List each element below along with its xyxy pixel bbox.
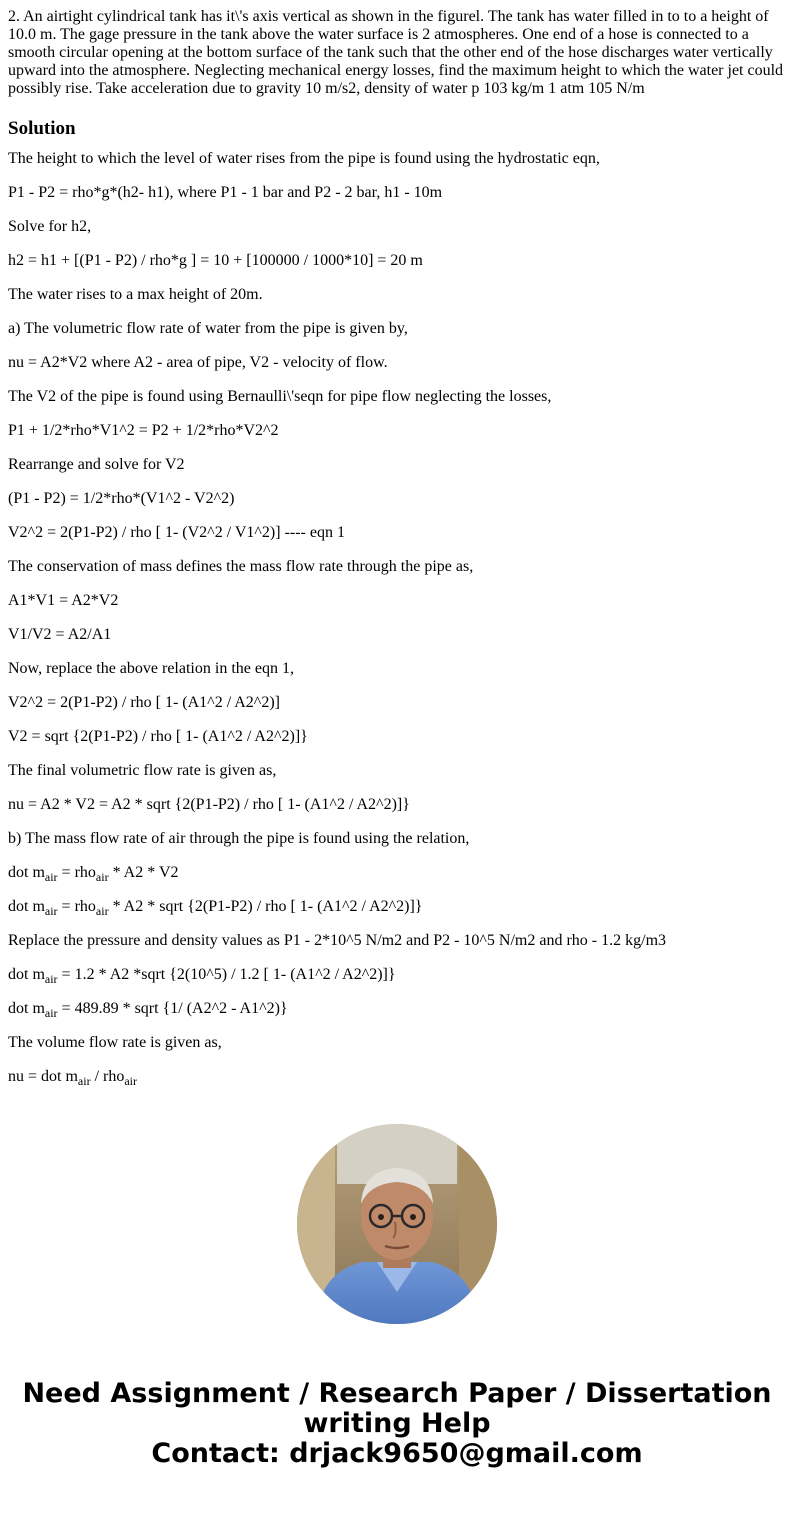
solution-line: (P1 - P2) = 1/2*rho*(V1^2 - V2^2) [8, 490, 235, 507]
solution-line: A1*V1 = A2*V2 [8, 592, 119, 609]
question-text: 2. An airtight cylindrical tank has it\'s axis vertical as shown in the figurel. The tank has water filled in to to a height of 10.0 m. The gage pressure in the tank above the water surface is 2 atmospheres. One end of a hose is connected to a smooth circular opening at the bottom surface of the tank such that the other end of the hose discharges water vertically upward into the atmosphere. Neglecting mechanical energy losses, find the maximum height to which the water jet could possibly rise. Take acceleration due to gravity 10 m/s2, density of water p 103 kg/m 1 atm 105 N/m [8, 8, 784, 97]
solution-line: V2 = sqrt {2(P1-P2) / rho [ 1- (A1^2 / A2^2)]} [8, 728, 308, 745]
promo-footer [8, 1379, 786, 1469]
solution-line: b) The mass flow rate of air through the pipe is found using the relation, [8, 830, 470, 847]
solution-line: The water rises to a max height of 20m. [8, 286, 263, 303]
solution-line: Replace the pressure and density values as P1 - 2*10^5 N/m2 and P2 - 10^5 N/m2 and rho - 1.2 kg/m3 [8, 932, 667, 949]
solution-line: V1/V2 = A2/A1 [8, 626, 112, 643]
solution-line: Now, replace the above relation in the eqn 1, [8, 660, 294, 677]
solution-line: nu = A2 * V2 = A2 * sqrt {2(P1-P2) / rho [ 1- (A1^2 / A2^2)]} [8, 796, 410, 813]
solution-line: The height to which the level of water rises from the pipe is found using the hydrostatic eqn, [8, 150, 600, 167]
solution-line: The V2 of the pipe is found using Bernaulli\'seqn for pipe flow neglecting the losses, [8, 388, 552, 405]
solution-line: V2^2 = 2(P1-P2) / rho [ 1- (A1^2 / A2^2)] [8, 694, 280, 711]
solution-heading: Solution [8, 118, 76, 139]
solution-line: V2^2 = 2(P1-P2) / rho [ 1- (V2^2 / V1^2)] ---- eqn 1 [8, 524, 345, 541]
mass-flow-equation: dot $m_{air} = 489.89$ * sqrt {1/ (A2^2 - A1^2)} [8, 1000, 288, 1020]
solution-steps [8, 150, 786, 1086]
solution-line: a) The volumetric flow rate of water from the pipe is given by, [8, 320, 408, 337]
mass-flow-equation: dot $m_{air} = rho_{air} * A2$ * sqrt {2(P1-P2) / rho [ 1- (A1^2 / A2^2)]} [8, 898, 423, 918]
solution-line: The final volumetric flow rate is given as, [8, 762, 277, 779]
mass-flow-equation: dot $m_{air} = 1.2 * A2$ *sqrt {2(10^5) / 1.2 [ 1- (A1^2 / A2^2)]} [8, 966, 396, 986]
solution-line: h2 = h1 + [(P1 - P2) / rho*g ] = 10 + [100000 / 1000*10] = 20 m [8, 252, 423, 269]
solution-line: P1 - P2 = rho*g*(h2- h1), where P1 - 1 bar and P2 - 2 bar, h1 - 10m [8, 184, 443, 201]
volume-flow-equation: nu = dot $m_{air} / rho_{air}$ [8, 1068, 138, 1088]
solution-line: Solve for h2, [8, 218, 92, 235]
author-avatar [297, 1124, 497, 1324]
contact-email: Contact: drjack9650@gmail.com [151, 1438, 643, 1469]
solution-line: The volume flow rate is given as, [8, 1034, 222, 1051]
solution-line: Rearrange and solve for V2 [8, 456, 185, 473]
promo-line: Need Assignment / Research Paper / Dissertation [22, 1378, 772, 1409]
author-photo [297, 1124, 497, 1324]
solution-line: P1 + 1/2*rho*V1^2 = P2 + 1/2*rho*V2^2 [8, 422, 279, 439]
avatar-container [8, 1124, 786, 1329]
solution-line: The conservation of mass defines the mass flow rate through the pipe as, [8, 558, 474, 575]
solution-line: nu = A2*V2 where A2 - area of pipe, V2 - velocity of flow. [8, 354, 388, 371]
promo-line: writing Help [303, 1408, 491, 1439]
mass-flow-equation: dot $m_{air} = rho_{air} * A2 * V2$ [8, 864, 179, 884]
